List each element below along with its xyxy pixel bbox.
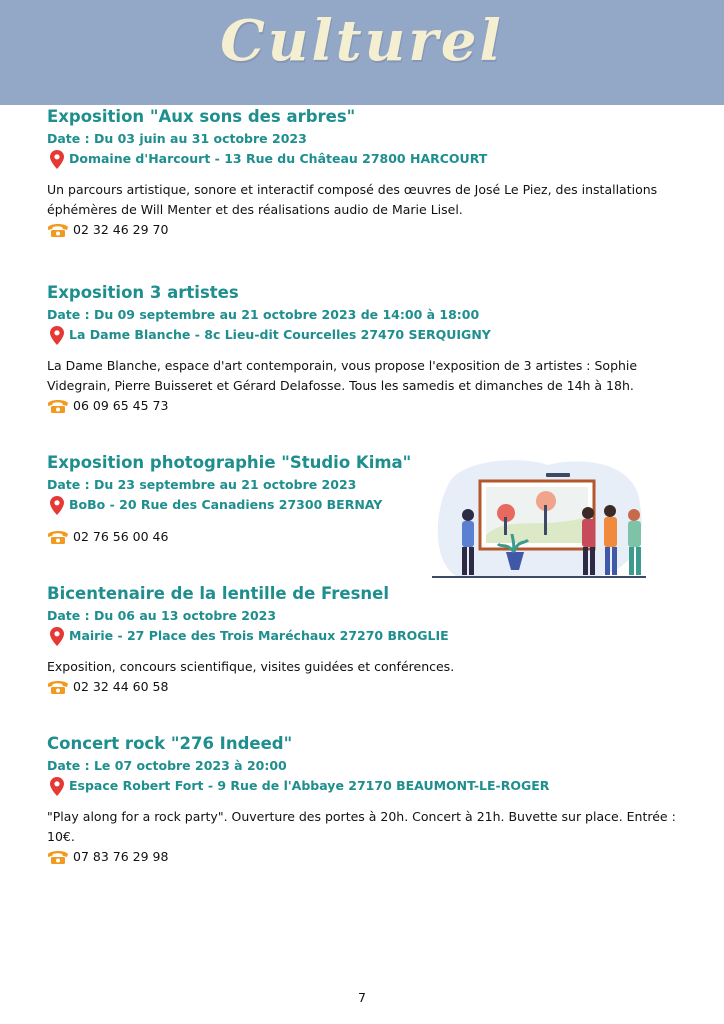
event-item	[47, 733, 687, 867]
event-description: Un parcours artistique, sonore et interactif composé des œuvres de José Le Piez, des installations éphémères de Will Menter et des réalisations audio de Marie Lisel.	[47, 182, 658, 217]
telephone-icon	[47, 399, 69, 413]
phone-number: 02 32 46 29 70	[73, 222, 169, 237]
event-description: Exposition, concours scientifique, visites guidées et conférences.	[47, 659, 455, 674]
event-description: La Dame Blanche, espace d'art contemporain, vous propose l'exposition de 3 artistes : Sophie Videgrain, Pierre Buisseret et Gérard Delafosse. Tous les samedis et dimanches de 14h à 18h.	[47, 358, 638, 393]
event-item	[47, 106, 687, 240]
event-location	[47, 325, 687, 345]
event-location	[47, 776, 687, 796]
page-title: Culturel	[220, 8, 504, 74]
map-pin-icon	[50, 150, 64, 169]
map-pin-icon	[50, 777, 64, 796]
event-phone	[47, 527, 427, 547]
event-title: Exposition photographie "Studio Kima"	[47, 453, 412, 472]
telephone-icon	[47, 850, 69, 864]
event-title: Exposition "Aux sons des arbres"	[47, 107, 356, 126]
event-location	[47, 626, 687, 646]
phone-number: 06 09 65 45 73	[73, 398, 169, 413]
phone-number: 02 32 44 60 58	[73, 679, 169, 694]
event-address: Espace Robert Fort - 9 Rue de l'Abbaye 27170 BEAUMONT-LE-ROGER	[69, 778, 550, 793]
event-date: Date : Du 03 juin au 31 octobre 2023	[47, 131, 307, 146]
event-address: La Dame Blanche - 8c Lieu-dit Courcelles 27470 SERQUIGNY	[69, 327, 491, 342]
event-item	[47, 583, 687, 697]
event-date: Date : Du 23 septembre au 21 octobre 2023	[47, 477, 357, 492]
event-location	[47, 149, 687, 169]
event-location	[47, 495, 427, 515]
event-phone	[47, 847, 687, 867]
event-phone	[47, 396, 687, 416]
phone-number: 07 83 76 29 98	[73, 849, 169, 864]
event-address: Mairie - 27 Place des Trois Maréchaux 27270 BROGLIE	[69, 628, 449, 643]
telephone-icon	[47, 223, 69, 237]
event-title: Exposition 3 artistes	[47, 283, 239, 302]
event-title: Bicentenaire de la lentille de Fresnel	[47, 584, 390, 603]
telephone-icon	[47, 530, 69, 544]
event-title: Concert rock "276 Indeed"	[47, 734, 293, 753]
phone-number: 02 76 56 00 46	[73, 529, 169, 544]
event-description: "Play along for a rock party". Ouverture des portes à 20h. Concert à 21h. Buvette sur place. Entrée : 10€.	[47, 809, 676, 844]
spacer	[47, 515, 427, 527]
map-pin-icon	[50, 326, 64, 345]
map-pin-icon	[50, 496, 64, 515]
event-item	[47, 282, 687, 416]
gallery-illustration	[428, 455, 650, 585]
event-address: Domaine d'Harcourt - 13 Rue du Château 27800 HARCOURT	[69, 151, 488, 166]
telephone-icon	[47, 680, 69, 694]
event-date: Date : Du 06 au 13 octobre 2023	[47, 608, 277, 623]
event-address: BoBo - 20 Rue des Canadiens 27300 BERNAY	[69, 497, 383, 512]
event-phone	[47, 220, 687, 240]
event-phone	[47, 677, 687, 697]
event-item	[47, 452, 427, 547]
event-date: Date : Du 09 septembre au 21 octobre 2023 de 14:00 à 18:00	[47, 307, 480, 322]
map-pin-icon	[50, 627, 64, 646]
event-date: Date : Le 07 octobre 2023 à 20:00	[47, 758, 287, 773]
page-number: 7	[358, 990, 366, 1005]
